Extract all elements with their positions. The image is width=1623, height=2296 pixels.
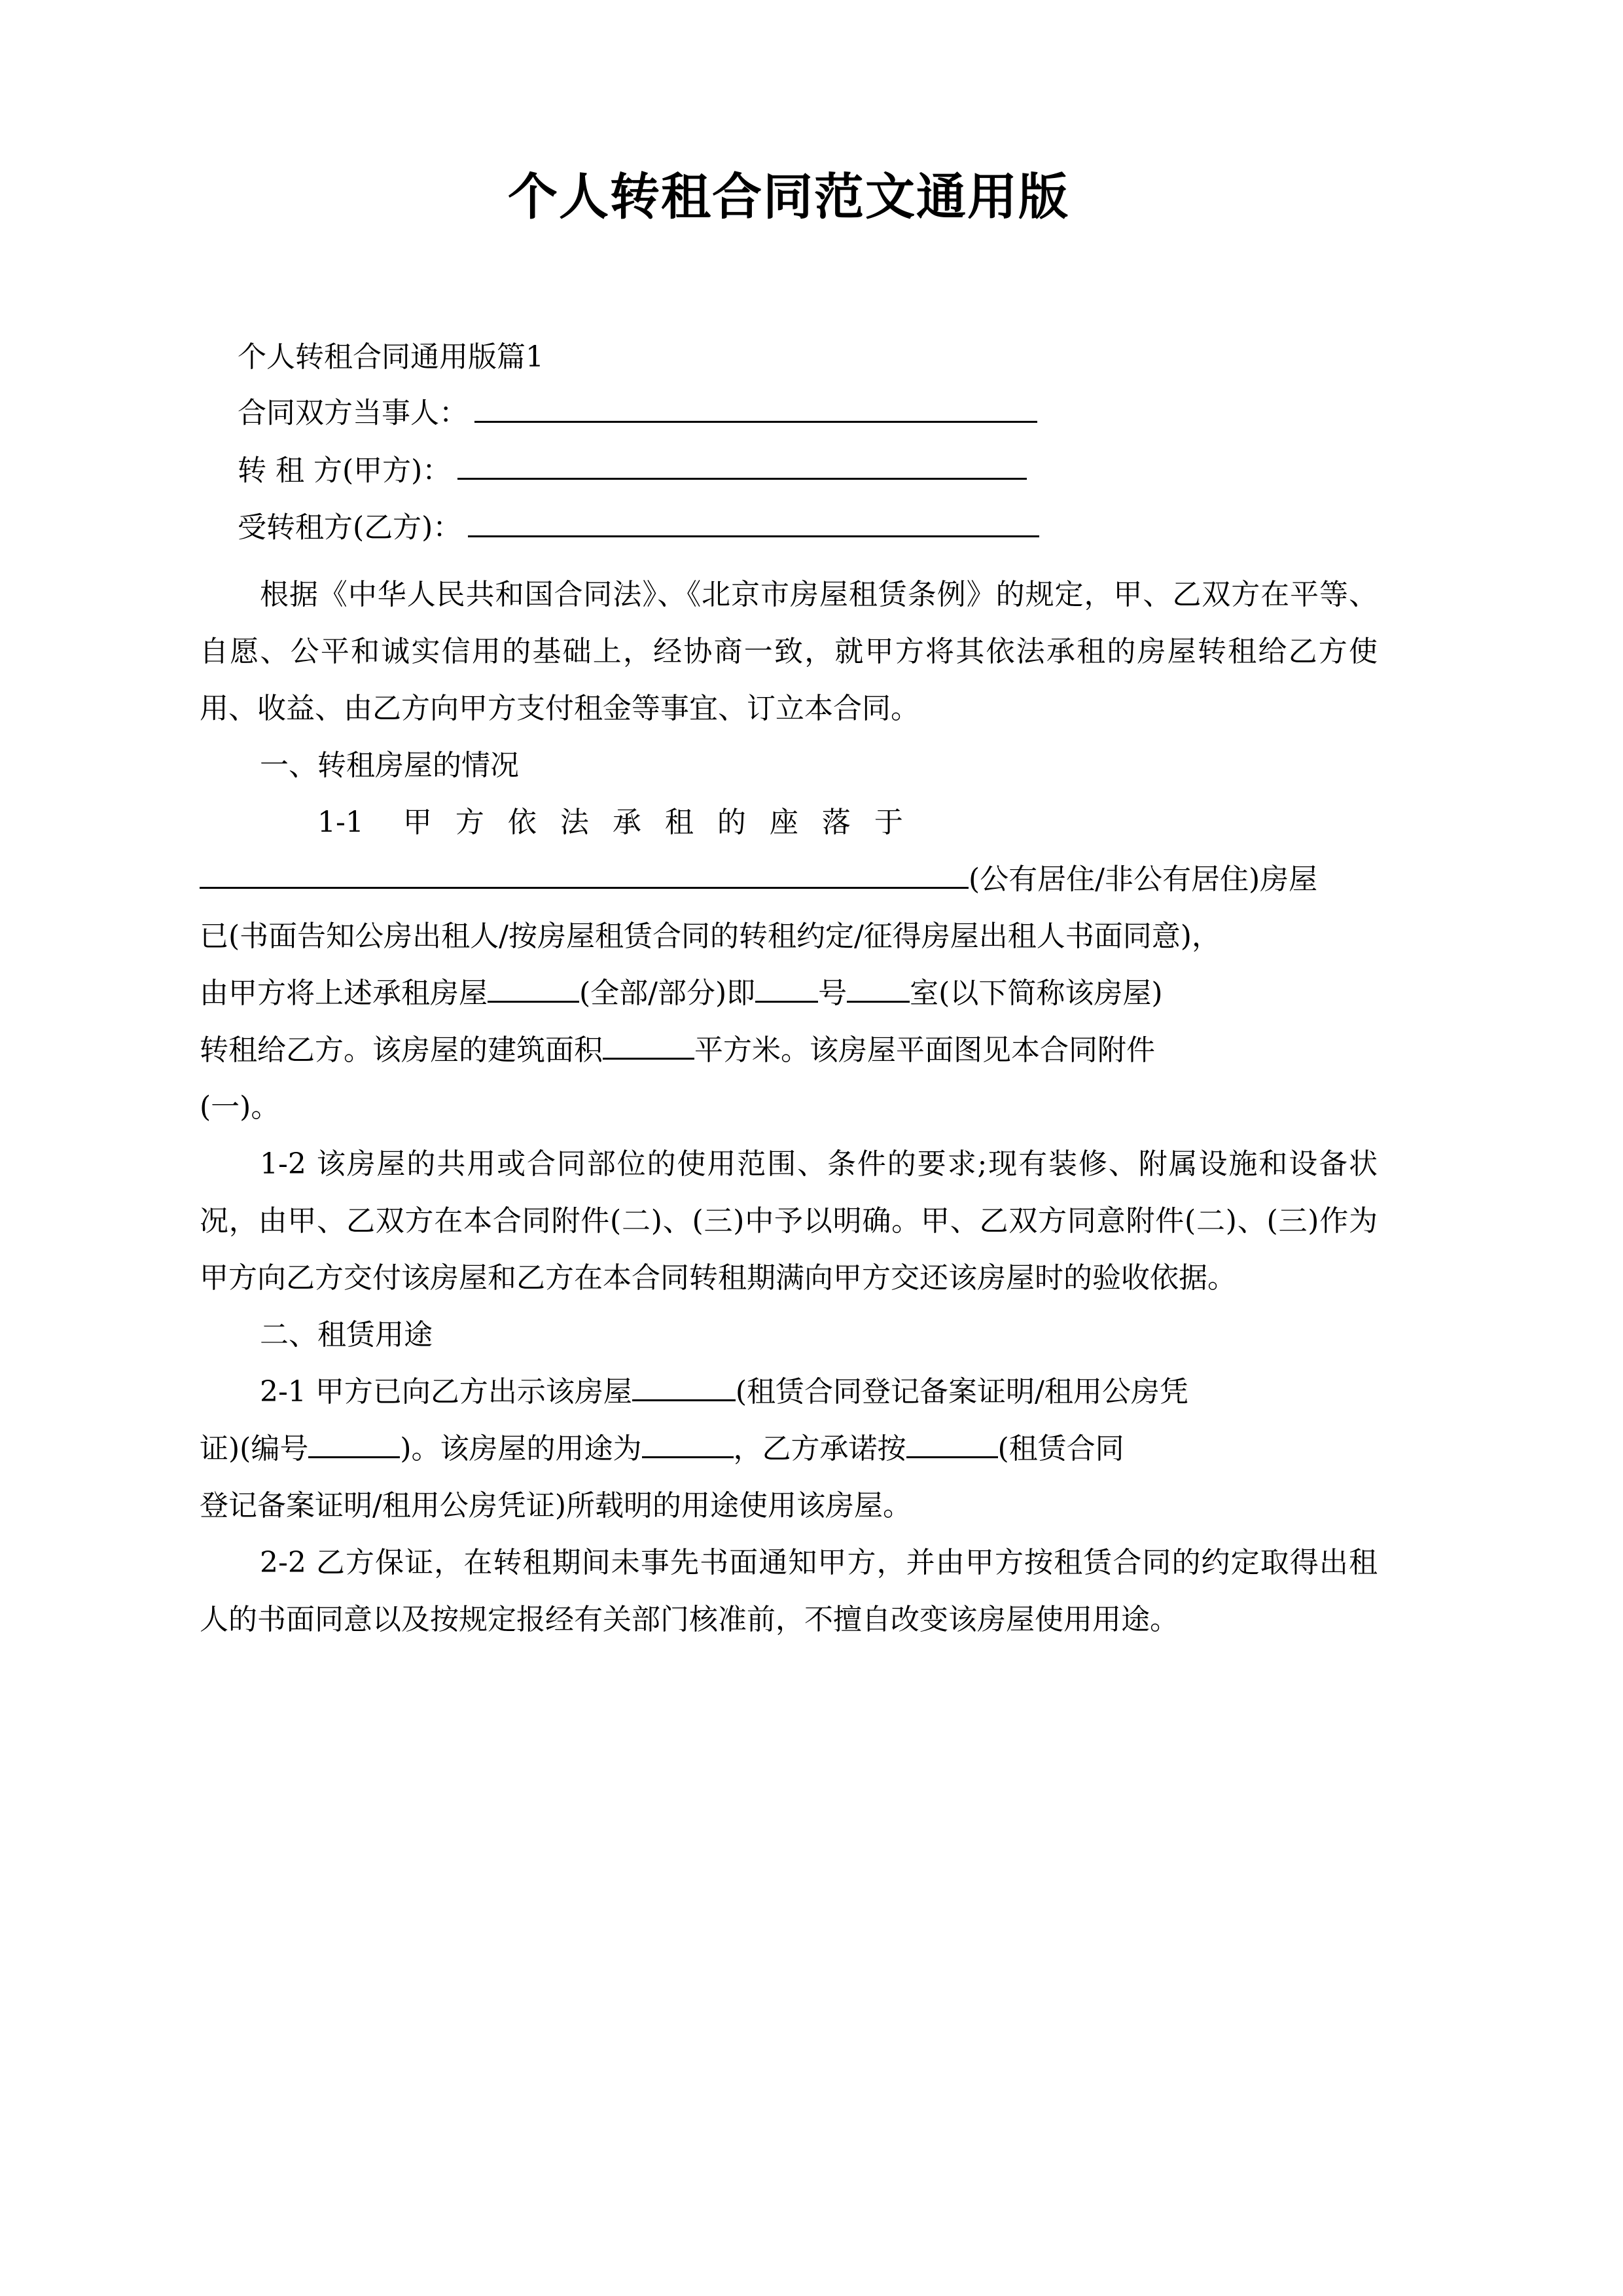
stretched-char: 依 bbox=[507, 805, 537, 839]
sublessor-blank[interactable] bbox=[457, 452, 1027, 480]
clause-2-1-e: ，乙方承诺按 bbox=[733, 1431, 906, 1465]
document-content bbox=[200, 0, 1378, 1648]
sublessee-label: 受转租方(乙方)： bbox=[238, 511, 462, 545]
document-subtitle: 个人转租合同通用版篇1 bbox=[238, 340, 544, 374]
clause-1-1-stretched-chars bbox=[403, 806, 903, 839]
clause-2-1-a: 2-1 甲方已向乙方出示该房屋 bbox=[260, 1374, 632, 1408]
contract-parties-row bbox=[200, 394, 1378, 430]
clause-1-1-line2: 已(书面告知公房出租人/按房屋租赁合同的转租约定/征得房屋出租人书面同意)， bbox=[200, 919, 1221, 953]
clause-1-1-scope-blank[interactable] bbox=[488, 975, 579, 1003]
sublessor-row bbox=[200, 452, 1378, 488]
clause-1-1-line3-d: 室(以下简称该房屋) bbox=[910, 976, 1163, 1010]
clause-1-1-line4-a: 转租给乙方。该房屋的建筑面积 bbox=[200, 1033, 603, 1067]
clause-1-1-stretched-line bbox=[200, 794, 1378, 851]
clause-2-1-d: )。该房屋的用途为 bbox=[400, 1431, 642, 1465]
contract-parties-blank[interactable] bbox=[474, 394, 1037, 422]
stretched-char: 的 bbox=[717, 805, 746, 839]
stretched-char: 于 bbox=[874, 805, 903, 839]
clause-1-1-room-no-blank[interactable] bbox=[847, 975, 910, 1003]
clause-1-1-line3 bbox=[200, 965, 1378, 1022]
clause-2-1-line3: 登记备案证明/租用公房凭证)所载明的用途使用该房屋。 bbox=[200, 1488, 912, 1522]
clause-2-1-number-blank[interactable] bbox=[308, 1430, 400, 1458]
section-two-heading: 二、租赁用途 bbox=[260, 1318, 433, 1352]
stretched-char: 租 bbox=[664, 805, 694, 839]
clause-1-1-after-rule: (公有居住/非公有居住)房屋 bbox=[969, 862, 1318, 896]
clause-2-1-doc-blank[interactable] bbox=[632, 1373, 736, 1401]
sublessee-row bbox=[200, 509, 1378, 545]
clause-1-1-blank[interactable] bbox=[200, 861, 969, 889]
clause-2-1-line1 bbox=[200, 1363, 1378, 1420]
preamble-paragraph: 根据《中华人民共和国合同法》、《北京市房屋租赁条例》的规定，甲、乙双方在平等、自愿、公平和诚实信用的基础上，经协商一致，就甲方将其依法承租的房屋转租给乙方使用、收益、由乙方向甲方支付租金等事宜、订立本合同。 bbox=[200, 577, 1378, 725]
clause-1-1-number: 1-1 bbox=[317, 805, 364, 839]
clause-1-1-line4 bbox=[200, 1022, 1378, 1079]
clause-1-1-line3-c: 号 bbox=[818, 976, 847, 1010]
clause-2-1-b: (租赁合同登记备案证明/租用公房凭 bbox=[735, 1374, 1188, 1408]
stretched-char: 落 bbox=[821, 805, 851, 839]
clause-1-1-line5: (一)。 bbox=[200, 1090, 280, 1124]
clause-1-1-line3-b: (全部/部分)即 bbox=[579, 976, 756, 1010]
clause-2-1-line2 bbox=[200, 1420, 1378, 1477]
stretched-char: 座 bbox=[769, 805, 798, 839]
stretched-char: 方 bbox=[455, 805, 484, 839]
clause-2-1-promise-blank[interactable] bbox=[906, 1430, 998, 1458]
stretched-char: 承 bbox=[612, 805, 641, 839]
title-spacer bbox=[200, 226, 1378, 343]
clause-1-1-area-blank[interactable] bbox=[603, 1031, 694, 1060]
clause-1-1-line3-a: 由甲方将上述承租房屋 bbox=[200, 976, 488, 1010]
clause-2-1-c: 证)(编号 bbox=[200, 1431, 309, 1465]
clause-2-2-paragraph: 2-2 乙方保证，在转租期间未事先书面通知甲方，并由甲方按租赁合同的约定取得出租人的书面同意以及按规定报经有关部门核准前，不擅自改变该房屋使用用途。 bbox=[200, 1545, 1378, 1636]
page-title: 个人转租合同范文通用版 bbox=[508, 168, 1069, 226]
clause-2-1-usage-blank[interactable] bbox=[642, 1430, 734, 1458]
section-one-heading: 一、转租房屋的情况 bbox=[260, 748, 519, 782]
clause-1-1-rule-row bbox=[200, 851, 1378, 908]
sublessee-blank[interactable] bbox=[468, 509, 1039, 537]
stretched-char: 甲 bbox=[402, 805, 432, 839]
contract-parties-label: 合同双方当事人： bbox=[238, 396, 468, 430]
clause-1-2-paragraph: 1-2 该房屋的共用或合同部位的使用范围、条件的要求;现有装修、附属设施和设备状况，由甲、乙双方在本合同附件(二)、(三)中予以明确。甲、乙双方同意附件(二)、(三)作为甲方向乙方交付该房屋和乙方在本合同转租期满向甲方交还该房屋时的验收依据。 bbox=[200, 1147, 1378, 1295]
clause-2-1-f: (租赁合同 bbox=[997, 1431, 1124, 1465]
sublessor-label: 转 租 方(甲方)： bbox=[238, 454, 452, 488]
stretched-char: 法 bbox=[560, 805, 589, 839]
clause-1-1-building-no-blank[interactable] bbox=[755, 975, 818, 1003]
clause-1-1-line4-b: 平方米。该房屋平面图见本合同附件 bbox=[694, 1033, 1155, 1067]
